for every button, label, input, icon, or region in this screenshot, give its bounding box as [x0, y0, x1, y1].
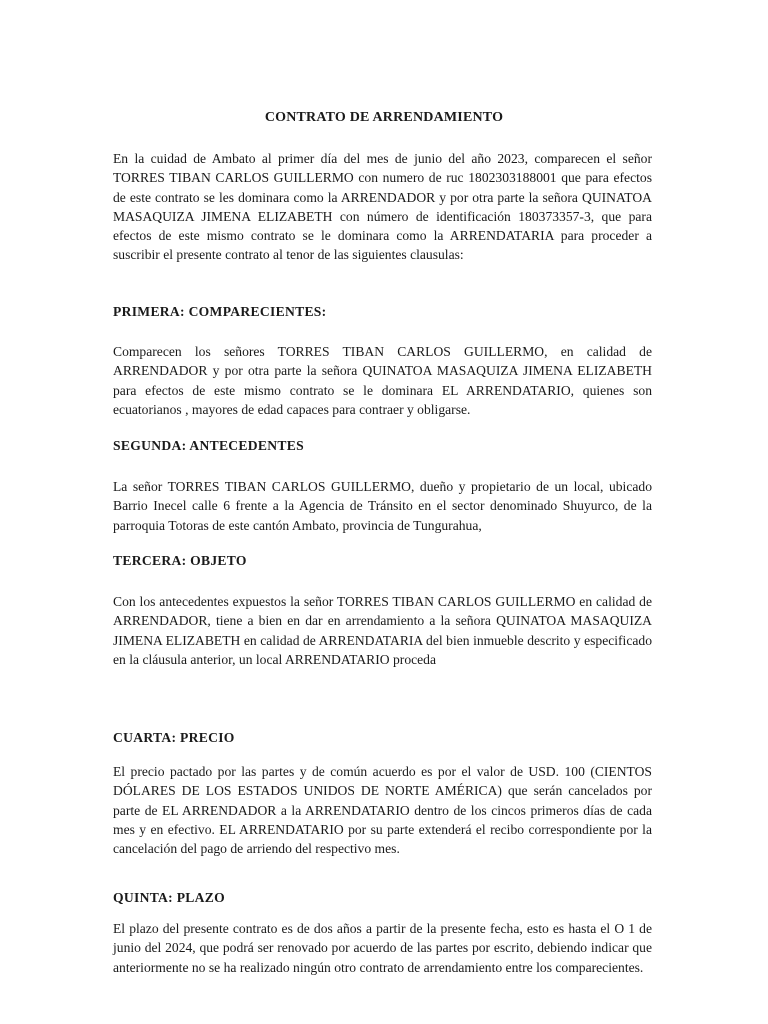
section-heading-cuarta: CUARTA: PRECIO	[113, 730, 235, 745]
section-body-tercera: Con los antecedentes expuestos la señor TORRES TIBAN CARLOS GUILLERMO en calidad de ARRENDADOR, tiene a bien en dar en arrendamiento a la señora QUINATOA MASAQUIZA JIMENA ELIZABETH en calidad de ARRENDATARIA del bien inmueble descrito y especificado en la cláusula anterior, un local ARRENDATARIO proceda	[113, 594, 652, 667]
section-body-quinta: El plazo del presente contrato es de dos años a partir de la presente fecha, esto es hasta el O 1 de junio del 2024, que podrá ser renovado por acuerdo de las partes por escrito, debiendo indicar que anteriormente no se ha realizado ningún otro contrato de arrendamiento entre los comparecientes.	[113, 921, 652, 975]
section-heading-primera: PRIMERA: COMPARECIENTES:	[113, 304, 327, 319]
section-body-segunda: La señor TORRES TIBAN CARLOS GUILLERMO, dueño y propietario de un local, ubicado Barrio Inecel calle 6 frente a la Agencia de Tránsito en el sector denominado Shuyurco, de la parroquia Totoras de este cantón Ambato, provincia de Tungurahua,	[113, 479, 652, 533]
document-title: CONTRATO DE ARRENDAMIENTO	[264, 110, 504, 125]
section-heading-segunda: SEGUNDA: ANTECEDENTES	[113, 438, 304, 453]
section-body-cuarta: El precio pactado por las partes y de común acuerdo es por el valor de USD. 100 (CIENTOS DÓLARES DE LOS ESTADOS UNIDOS DE NORTE AMÉRICA) que serán cancelados por parte de EL ARRENDADOR a la ARRENDATARIO dentro de los cincos primeros días de cada mes y en efectivo. EL ARRENDATARIO por su parte extenderá el recibo correspondiente por la cancelación del pago de arriendo del respectivo mes.	[113, 764, 652, 857]
section-body-primera: Comparecen los señores TORRES TIBAN CARLOS GUILLERMO, en calidad de ARRENDADOR y por otra parte la señora QUINATOA MASAQUIZA JIMENA ELIZABETH para efectos de este mismo contrato se le dominara EL ARRENDATARIO, quienes son ecuatorianos , mayores de edad capaces para contraer y obligarse.	[113, 344, 652, 417]
section-heading-tercera: TERCERA: OBJETO	[113, 553, 247, 568]
intro-paragraph: En la cuidad de Ambato al primer día del mes de junio del año 2023, comparecen el señor TORRES TIBAN CARLOS GUILLERMO con numero de ruc 1802303188001 que para efectos de este contrato se les dominara como la ARRENDADOR y por otra parte la señora QUINATOA MASAQUIZA JIMENA ELIZABETH con número de identificación 180373357-3, que para efectos de este mismo contrato se le dominara como la ARRENDATARIA para proceder a suscribir el presente contrato al tenor de las siguientes clausulas:	[113, 151, 652, 263]
section-heading-quinta: QUINTA: PLAZO	[113, 890, 226, 905]
